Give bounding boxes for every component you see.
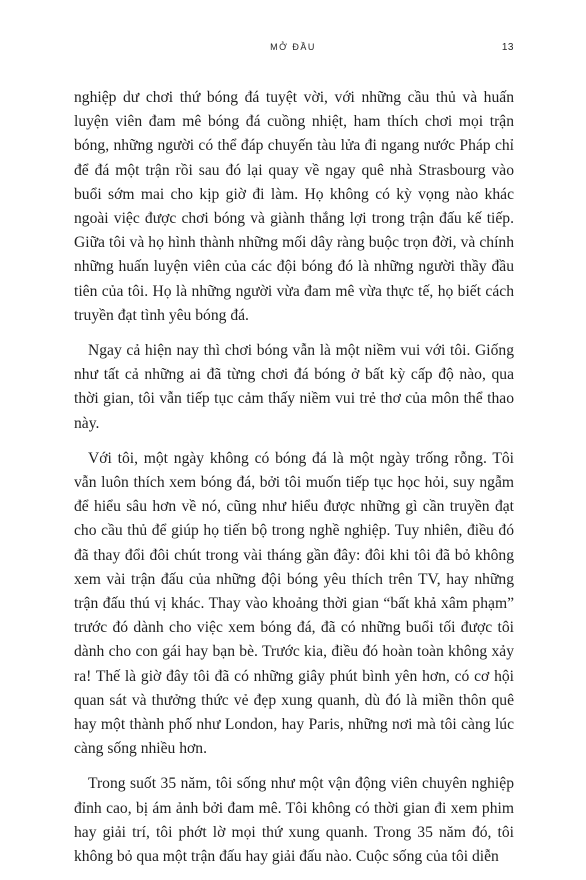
running-header — [0, 42, 586, 58]
page-number: 13 — [501, 42, 514, 53]
chapter-title: MỞ ĐẦU — [270, 42, 316, 52]
body-text — [74, 86, 514, 880]
paragraph: nghiệp dư chơi thứ bóng đá tuyệt vời, với những cầu thủ và huấn luyện viên đam mê bóng đá cuồng nhiệt, ham thích chơi mọi trận bóng, những người có thể đáp chuyến tàu lửa đi ngang nước Pháp chỉ để đá một trận rồi sau đó lại quay về ngay quê nhà Strasbourg vào buổi sớm mai cho kịp giờ đi làm. Họ không có kỳ vọng nào khác ngoài việc được chơi bóng và giành thắng lợi trong trận đấu kế tiếp. Giữa tôi và họ hình thành những mối dây ràng buộc trọn đời, và chính những huấn luyện viên của các đội bóng đó là những người thầy đầu tiên của tôi. Họ là những người vừa đam mê vừa thực tế, họ biết cách truyền đạt tình yêu bóng đá. — [74, 89, 514, 324]
paragraph: Với tôi, một ngày không có bóng đá là một ngày trống rỗng. Tôi vẫn luôn thích xem bóng đá, bởi tôi muốn tiếp tục học hỏi, suy ngẫm để hiểu sâu hơn về nó, cũng như hiểu được những gì cần truyền đạt cho cầu thủ để giúp họ tiến bộ trong nghề nghiệp. Tuy nhiên, điều đó đã thay đổi đôi chút trong vài tháng gần đây: đôi khi tôi đã bỏ không xem vài trận đấu của những đội bóng yêu thích trên TV, hay những trận đấu thú vị khác. Thay vào khoảng thời gian “bất khả xâm phạm” trước đó dành cho việc xem bóng đá, đã có những buổi tối được tôi dành cho con gái hay bạn bè. Trước kia, điều đó hoàn toàn không xảy ra! Thế là giờ đây tôi đã có những giây phút bình yên hơn, có cơ hội quan sát và thưởng thức vẻ đẹp xung quanh, dù đó là miền thôn quê hay một thành phố như London, hay Paris, những nơi mà tôi càng lúc càng sống nhiều hơn. — [74, 449, 514, 758]
paragraph: Ngay cả hiện nay thì chơi bóng vẫn là một niềm vui với tôi. Giống như tất cả những ai đã từng chơi đá bóng ở bất kỳ cấp độ nào, qua thời gian, tôi vẫn tiếp tục cảm thấy niềm vui trẻ thơ của môn thể thao này. — [74, 342, 514, 432]
paragraph: Trong suốt 35 năm, tôi sống như một vận động viên chuyên nghiệp đỉnh cao, bị ám ảnh bởi đam mê. Tôi không có thời gian đi xem phim hay giải trí, tôi phớt lờ mọi thứ xung quanh. Trong 35 năm đó, tôi không bỏ qua một trận đấu hay giải đấu nào. Cuộc sống của tôi diễn — [74, 775, 514, 866]
